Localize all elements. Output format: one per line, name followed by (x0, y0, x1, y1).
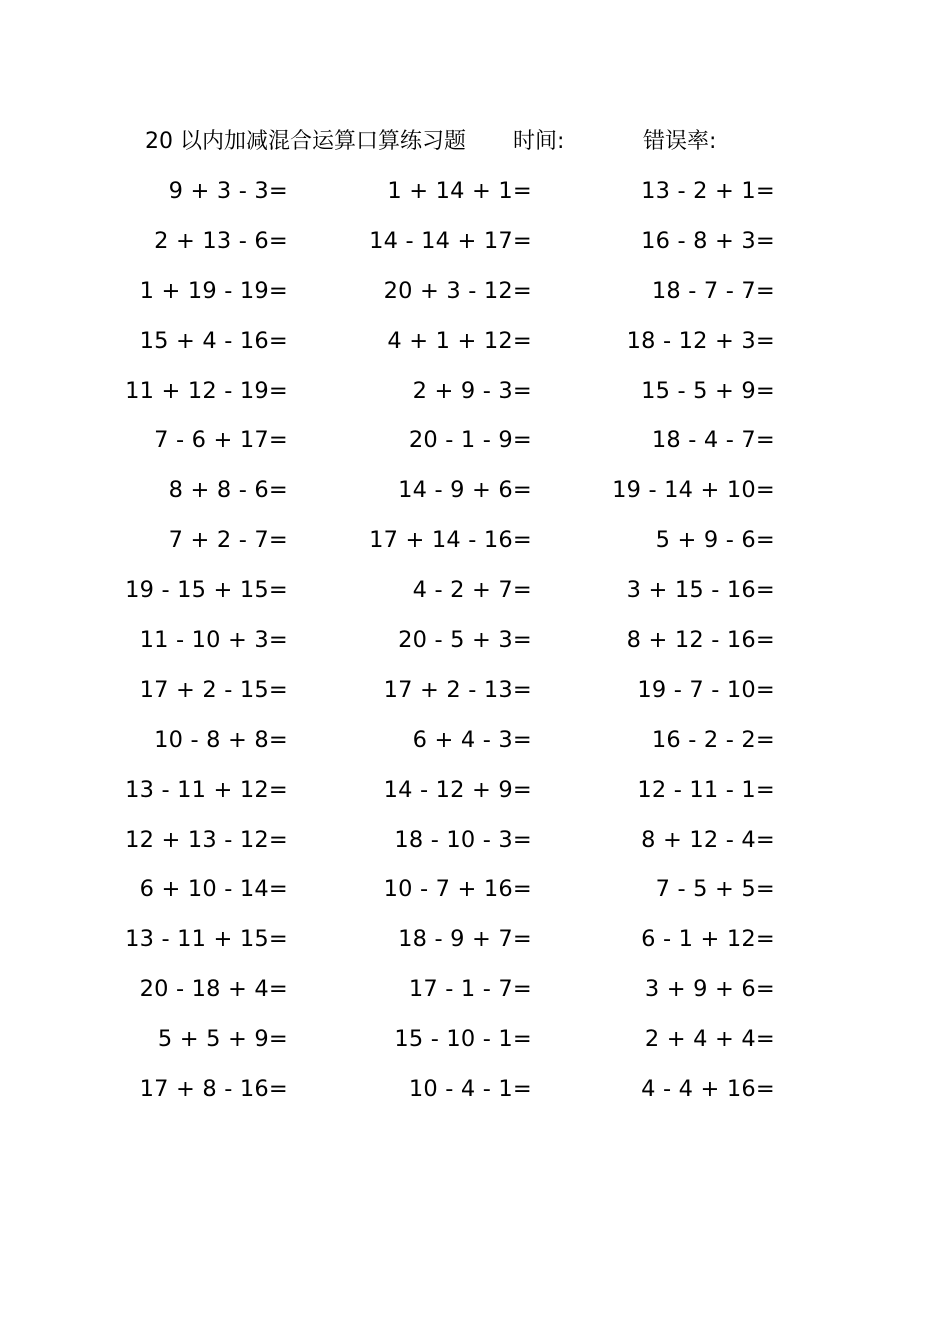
problem-item: 10 - 7 + 16= (383, 876, 532, 903)
problem-item: 13 - 2 + 1= (641, 178, 775, 204)
problem-item: 18 - 4 - 7= (651, 427, 775, 454)
problem-item: 16 - 2 - 2= (651, 726, 775, 753)
problem-item: 17 + 14 - 16= (369, 527, 532, 554)
problem-item: 1 + 14 + 1= (387, 178, 532, 204)
problem-item: 20 - 1 - 9= (408, 427, 532, 454)
worksheet-title: 20 以内加减混合运算口算练习题 (145, 129, 466, 154)
problem-item: 14 - 9 + 6= (398, 477, 532, 504)
problem-item: 8 + 12 - 16= (626, 627, 775, 654)
problem-item: 9 + 3 - 3= (168, 178, 288, 204)
problem-item: 12 + 13 - 12= (125, 826, 288, 853)
problem-item: 6 + 10 - 14= (139, 876, 288, 903)
problem-item: 6 - 1 + 12= (641, 926, 775, 953)
problem-item: 2 + 9 - 3= (412, 377, 532, 404)
problem-item: 4 - 2 + 7= (412, 577, 532, 604)
problem-item: 18 - 7 - 7= (651, 277, 775, 304)
problem-item: 17 + 2 - 13= (383, 676, 532, 703)
problem-item: 14 - 12 + 9= (383, 776, 532, 803)
problem-item: 2 + 13 - 6= (154, 227, 288, 254)
problem-item: 18 - 9 + 7= (398, 926, 532, 953)
error-rate-label: 错误率: (643, 129, 717, 154)
problem-item: 17 + 2 - 15= (139, 676, 288, 703)
problem-item: 4 - 4 + 16= (641, 1076, 775, 1103)
problem-item: 7 - 6 + 17= (154, 427, 288, 454)
problem-item: 18 - 10 - 3= (394, 826, 532, 853)
problem-item: 11 + 12 - 19= (125, 377, 288, 404)
problem-item: 15 - 10 - 1= (394, 1026, 532, 1053)
problem-item: 10 - 4 - 1= (408, 1076, 532, 1103)
problem-item: 8 + 8 - 6= (168, 477, 288, 504)
problem-column-3 (535, 175, 775, 1123)
problem-item: 15 - 5 + 9= (641, 377, 775, 404)
problem-item: 16 - 8 + 3= (641, 227, 775, 254)
problem-column-1 (48, 175, 288, 1123)
problem-item: 19 - 15 + 15= (125, 577, 288, 604)
problem-item: 6 + 4 - 3= (412, 726, 532, 753)
problem-item: 17 - 1 - 7= (408, 976, 532, 1003)
time-label: 时间: (513, 129, 565, 154)
problem-item: 10 - 8 + 8= (154, 726, 288, 753)
problem-item: 18 - 12 + 3= (626, 327, 775, 354)
problem-item: 3 + 9 + 6= (644, 976, 775, 1003)
problem-item: 2 + 4 + 4= (644, 1026, 775, 1053)
problem-item: 12 - 11 - 1= (637, 776, 775, 803)
problem-item: 13 - 11 + 15= (125, 926, 288, 953)
problem-item: 3 + 15 - 16= (626, 577, 775, 604)
problem-item: 7 - 5 + 5= (655, 876, 775, 903)
problem-item: 19 - 14 + 10= (612, 477, 775, 504)
problem-item: 1 + 19 - 19= (139, 277, 288, 304)
problem-item: 19 - 7 - 10= (637, 676, 775, 703)
problem-item: 15 + 4 - 16= (139, 327, 288, 354)
problem-item: 20 + 3 - 12= (383, 277, 532, 304)
problem-item: 20 - 5 + 3= (398, 627, 532, 654)
problem-item: 5 + 9 - 6= (655, 527, 775, 554)
problem-item: 20 - 18 + 4= (139, 976, 288, 1003)
problem-column-2 (292, 175, 532, 1123)
problem-item: 17 + 8 - 16= (139, 1076, 288, 1103)
problem-item: 4 + 1 + 12= (387, 327, 532, 354)
problem-item: 8 + 12 - 4= (641, 826, 775, 853)
problem-item: 14 - 14 + 17= (369, 227, 532, 254)
problem-item: 11 - 10 + 3= (139, 627, 288, 654)
problem-item: 13 - 11 + 12= (125, 776, 288, 803)
problem-item: 7 + 2 - 7= (168, 527, 288, 554)
problem-item: 5 + 5 + 9= (157, 1026, 288, 1053)
